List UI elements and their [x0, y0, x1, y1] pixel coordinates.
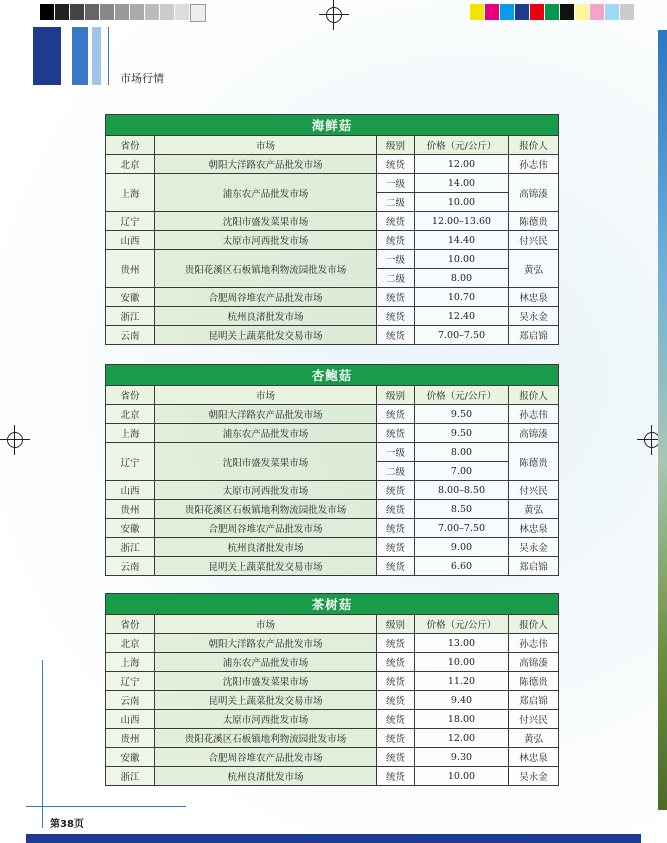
price-cell: 7.00–7.50	[415, 326, 509, 345]
table-row	[106, 557, 559, 576]
column-header: 报价人	[509, 386, 559, 405]
grade-cell: 二级	[377, 193, 415, 212]
price-table	[105, 114, 558, 345]
price-cell: 8.00	[415, 269, 509, 288]
column-header: 级别	[377, 386, 415, 405]
province-cell: 辽宁	[106, 672, 155, 691]
market-cell: 太原市河西批发市场	[155, 481, 377, 500]
province-cell: 安徽	[106, 519, 155, 538]
table-row	[106, 538, 559, 557]
market-cell: 太原市河西批发市场	[155, 231, 377, 250]
price-table	[105, 593, 558, 786]
reporter-cell: 林忠泉	[509, 288, 559, 307]
table-row	[106, 250, 559, 269]
table-row	[106, 155, 559, 174]
column-header: 市场	[155, 136, 377, 155]
grade-cell: 统货	[377, 767, 415, 786]
province-cell: 北京	[106, 405, 155, 424]
reporter-cell: 郑启锦	[509, 691, 559, 710]
price-cell: 10.00	[415, 767, 509, 786]
grade-cell: 二级	[377, 269, 415, 288]
grade-cell: 统货	[377, 424, 415, 443]
table-row	[106, 691, 559, 710]
reporter-cell: 吴永金	[509, 307, 559, 326]
reporter-cell: 陈德贵	[509, 672, 559, 691]
market-cell: 合肥周谷堆农产品批发市场	[155, 748, 377, 767]
province-cell: 山西	[106, 481, 155, 500]
price-cell: 10.00	[415, 653, 509, 672]
table-title: 海鲜菇	[106, 115, 559, 136]
reporter-cell: 高锦湊	[509, 653, 559, 672]
price-cell: 12.00	[415, 729, 509, 748]
market-cell: 浦东农产品批发市场	[155, 174, 377, 212]
price-cell: 8.50	[415, 500, 509, 519]
market-cell: 朝阳大洋路农产品批发市场	[155, 405, 377, 424]
market-cell: 贵阳花溪区石板镇地利物流园批发市场	[155, 250, 377, 288]
province-cell: 北京	[106, 634, 155, 653]
grade-cell: 统货	[377, 519, 415, 538]
table-row	[106, 405, 559, 424]
table-row	[106, 307, 559, 326]
grade-cell: 统货	[377, 500, 415, 519]
market-cell: 沈阳市盛发菜果市场	[155, 212, 377, 231]
grayscale-registration-bar	[40, 4, 206, 20]
column-header: 价格（元/公斤）	[415, 386, 509, 405]
price-cell: 7.00–7.50	[415, 519, 509, 538]
table-row	[106, 653, 559, 672]
grade-cell: 统货	[377, 729, 415, 748]
price-cell: 9.50	[415, 405, 509, 424]
grade-cell: 统货	[377, 307, 415, 326]
market-cell: 昆明关上蔬菜批发交易市场	[155, 557, 377, 576]
crosshair-top-icon	[319, 0, 349, 30]
reporter-cell: 郑启锦	[509, 326, 559, 345]
price-cell: 10.00	[415, 193, 509, 212]
province-cell: 辽宁	[106, 443, 155, 481]
section-label: 市场行情	[120, 72, 164, 85]
grade-cell: 统货	[377, 653, 415, 672]
table-row	[106, 424, 559, 443]
reporter-cell: 陈德贵	[509, 443, 559, 481]
column-header: 级别	[377, 615, 415, 634]
column-header: 省份	[106, 615, 155, 634]
table-title: 茶树菇	[106, 594, 559, 615]
grade-cell: 一级	[377, 250, 415, 269]
market-cell: 沈阳市盛发菜果市场	[155, 672, 377, 691]
market-cell: 合肥周谷堆农产品批发市场	[155, 519, 377, 538]
header-deco-light-block	[92, 27, 101, 85]
price-cell: 9.30	[415, 748, 509, 767]
price-cell: 11.20	[415, 672, 509, 691]
price-cell: 8.00	[415, 443, 509, 462]
market-cell: 太原市河西批发市场	[155, 710, 377, 729]
price-cell: 14.00	[415, 174, 509, 193]
column-header: 价格（元/公斤）	[415, 615, 509, 634]
header-deco-dark-block	[33, 27, 61, 85]
price-cell: 14.40	[415, 231, 509, 250]
table-row	[106, 326, 559, 345]
province-cell: 云南	[106, 691, 155, 710]
price-cell: 6.60	[415, 557, 509, 576]
reporter-cell: 林忠泉	[509, 519, 559, 538]
price-cell: 18.00	[415, 710, 509, 729]
province-cell: 云南	[106, 326, 155, 345]
grade-cell: 统货	[377, 748, 415, 767]
price-cell: 10.70	[415, 288, 509, 307]
grade-cell: 统货	[377, 672, 415, 691]
price-cell: 9.00	[415, 538, 509, 557]
province-cell: 安徽	[106, 288, 155, 307]
reporter-cell: 黄弘	[509, 250, 559, 288]
market-cell: 朝阳大洋路农产品批发市场	[155, 155, 377, 174]
market-cell: 合肥周谷堆农产品批发市场	[155, 288, 377, 307]
reporter-cell: 高锦湊	[509, 174, 559, 212]
grade-cell: 统货	[377, 326, 415, 345]
market-cell: 昆明关上蔬菜批发交易市场	[155, 326, 377, 345]
market-cell: 杭州良渚批发市场	[155, 538, 377, 557]
province-cell: 贵州	[106, 250, 155, 288]
reporter-cell: 孙志伟	[509, 405, 559, 424]
province-cell: 安徽	[106, 748, 155, 767]
grade-cell: 统货	[377, 481, 415, 500]
column-header: 报价人	[509, 615, 559, 634]
reporter-cell: 孙志伟	[509, 155, 559, 174]
column-header: 级别	[377, 136, 415, 155]
price-cell: 9.40	[415, 691, 509, 710]
province-cell: 山西	[106, 710, 155, 729]
table-row	[106, 212, 559, 231]
province-cell: 浙江	[106, 767, 155, 786]
table-row	[106, 710, 559, 729]
price-table	[105, 364, 558, 576]
grade-cell: 一级	[377, 174, 415, 193]
market-cell: 杭州良渚批发市场	[155, 767, 377, 786]
reporter-cell: 付兴民	[509, 231, 559, 250]
market-cell: 贵阳花溪区石板镇地利物流园批发市场	[155, 500, 377, 519]
province-cell: 上海	[106, 653, 155, 672]
province-cell: 贵州	[106, 729, 155, 748]
grade-cell: 统货	[377, 231, 415, 250]
grade-cell: 一级	[377, 443, 415, 462]
table-row	[106, 767, 559, 786]
column-header: 价格（元/公斤）	[415, 136, 509, 155]
market-cell: 朝阳大洋路农产品批发市场	[155, 634, 377, 653]
table-row	[106, 231, 559, 250]
table-row	[106, 634, 559, 653]
reporter-cell: 林忠泉	[509, 748, 559, 767]
page-number: 第38页	[50, 819, 84, 830]
reporter-cell: 黄弘	[509, 729, 559, 748]
market-cell: 沈阳市盛发菜果市场	[155, 443, 377, 481]
color-registration-bar	[470, 4, 635, 20]
crosshair-left-icon	[0, 425, 30, 455]
price-cell: 12.00	[415, 155, 509, 174]
column-header: 报价人	[509, 136, 559, 155]
province-cell: 浙江	[106, 307, 155, 326]
grade-cell: 统货	[377, 557, 415, 576]
grade-cell: 统货	[377, 288, 415, 307]
province-cell: 山西	[106, 231, 155, 250]
grade-cell: 统货	[377, 212, 415, 231]
province-cell: 上海	[106, 174, 155, 212]
table-row	[106, 288, 559, 307]
column-header: 市场	[155, 386, 377, 405]
table-row	[106, 443, 559, 462]
table-row	[106, 748, 559, 767]
footer-vertical-line	[42, 660, 43, 828]
reporter-cell: 吴永金	[509, 538, 559, 557]
table-row	[106, 500, 559, 519]
table-row	[106, 729, 559, 748]
price-cell: 13.00	[415, 634, 509, 653]
market-cell: 浦东农产品批发市场	[155, 424, 377, 443]
price-cell: 10.00	[415, 250, 509, 269]
reporter-cell: 黄弘	[509, 500, 559, 519]
price-cell: 7.00	[415, 462, 509, 481]
market-cell: 贵阳花溪区石板镇地利物流园批发市场	[155, 729, 377, 748]
column-header: 省份	[106, 136, 155, 155]
grade-cell: 统货	[377, 155, 415, 174]
market-cell: 杭州良渚批发市场	[155, 307, 377, 326]
column-header: 省份	[106, 386, 155, 405]
market-cell: 浦东农产品批发市场	[155, 653, 377, 672]
price-cell: 9.50	[415, 424, 509, 443]
reporter-cell: 孙志伟	[509, 634, 559, 653]
table-title: 杏鲍菇	[106, 365, 559, 386]
price-cell: 12.00–13.60	[415, 212, 509, 231]
table-row	[106, 481, 559, 500]
right-edge-photo-strip	[658, 30, 667, 810]
grade-cell: 二级	[377, 462, 415, 481]
header-deco-line	[108, 27, 109, 85]
province-cell: 浙江	[106, 538, 155, 557]
table-row	[106, 519, 559, 538]
grade-cell: 统货	[377, 691, 415, 710]
reporter-cell: 郑启锦	[509, 557, 559, 576]
province-cell: 辽宁	[106, 212, 155, 231]
province-cell: 上海	[106, 424, 155, 443]
column-header: 市场	[155, 615, 377, 634]
bottom-bar	[26, 834, 641, 843]
market-cell: 昆明关上蔬菜批发交易市场	[155, 691, 377, 710]
table-row	[106, 672, 559, 691]
province-cell: 北京	[106, 155, 155, 174]
header-deco-mid-block	[72, 27, 88, 85]
province-cell: 云南	[106, 557, 155, 576]
price-cell: 12.40	[415, 307, 509, 326]
price-cell: 8.00–8.50	[415, 481, 509, 500]
grade-cell: 统货	[377, 405, 415, 424]
grade-cell: 统货	[377, 710, 415, 729]
reporter-cell: 吴永金	[509, 767, 559, 786]
province-cell: 贵州	[106, 500, 155, 519]
grade-cell: 统货	[377, 634, 415, 653]
reporter-cell: 付兴民	[509, 481, 559, 500]
reporter-cell: 高锦湊	[509, 424, 559, 443]
grade-cell: 统货	[377, 538, 415, 557]
table-row	[106, 174, 559, 193]
reporter-cell: 付兴民	[509, 710, 559, 729]
reporter-cell: 陈德贵	[509, 212, 559, 231]
footer-horizontal-line	[26, 806, 186, 807]
